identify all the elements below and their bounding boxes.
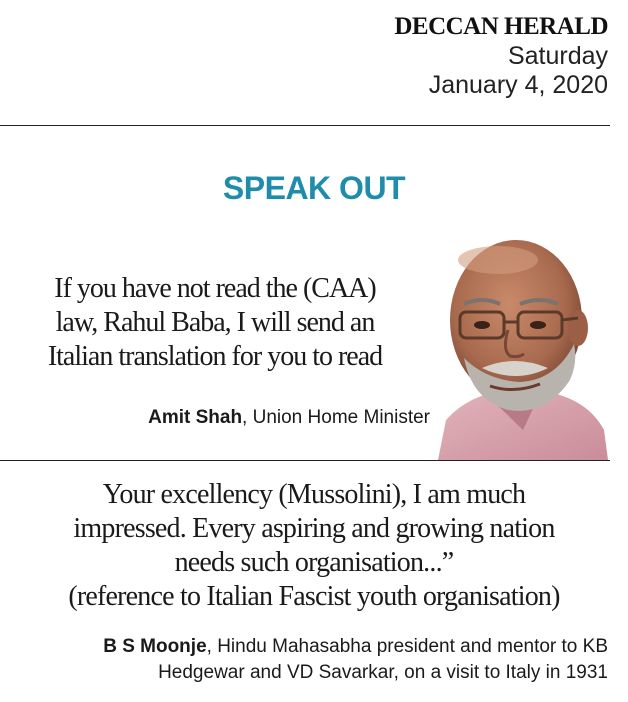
middle-divider — [0, 460, 610, 461]
section-title: SPEAK OUT — [222, 170, 406, 206]
attribution-amit-shah — [0, 406, 430, 430]
publication-name: DECCAN HERALD — [394, 13, 608, 40]
speaker-photo — [428, 230, 608, 460]
attribution-bs-moonje — [8, 634, 608, 686]
speaker-role-continued: Hedgewar and VD Savarkar, on a visit to Italy in 1931 — [158, 662, 608, 683]
quote-bs-moonje — [0, 478, 628, 614]
quote-line: law, Rahul Baba, I will send an — [55, 307, 375, 338]
quote-amit-shah — [0, 272, 430, 374]
quote-line: impressed. Every aspiring and growing nation — [73, 513, 555, 544]
quote-line: Your excellency (Mussolini), I am much — [102, 479, 526, 510]
speaker-name: Amit Shah — [148, 407, 243, 428]
publication-date: January 4, 2020 — [428, 71, 608, 99]
speaker-name: B S Moonje — [103, 636, 207, 657]
publication-day: Saturday — [507, 42, 608, 70]
top-divider — [0, 125, 610, 126]
quote-reference-note: (reference to Italian Fascist youth organisation) — [68, 581, 560, 612]
quote-line: Italian translation for you to read — [47, 341, 383, 372]
speaker-role: , Union Home Minister — [242, 407, 430, 428]
quote-line: If you have not read the (CAA) — [54, 273, 376, 304]
quote-line: needs such organisation...” — [174, 547, 454, 578]
masthead — [394, 12, 608, 100]
speaker-role: , Hindu Mahasabha president and mentor to KB — [206, 636, 608, 657]
